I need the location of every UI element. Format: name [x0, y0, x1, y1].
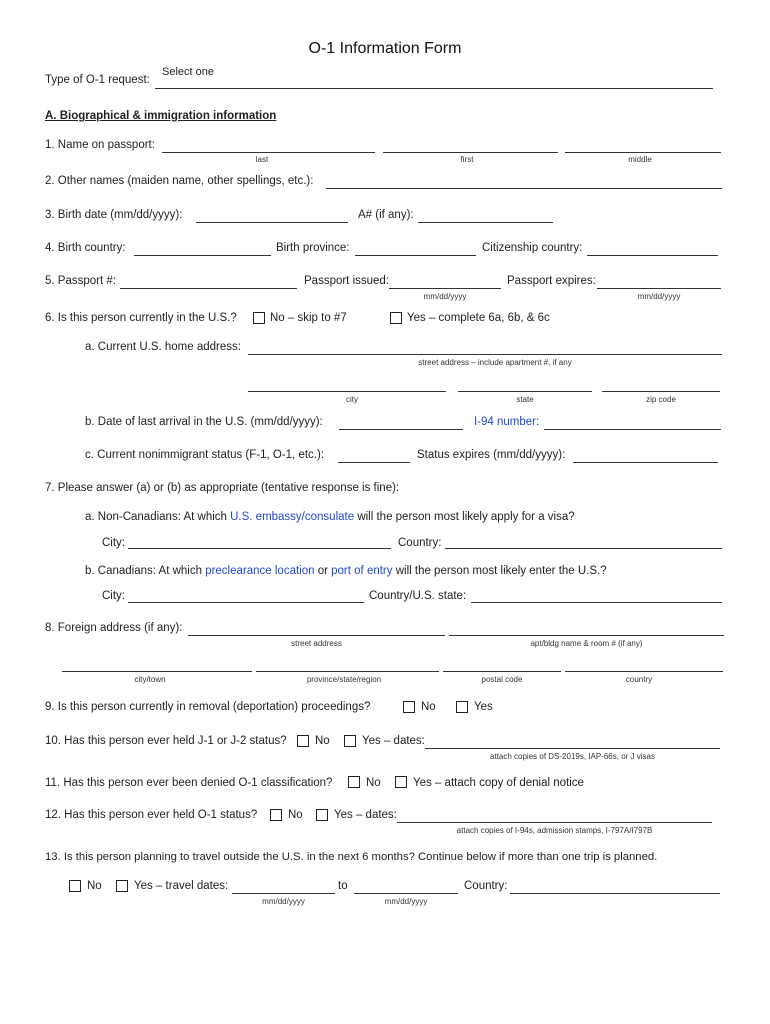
- q10-no-checkbox[interactable]: [297, 735, 309, 747]
- q10-dates-field[interactable]: [425, 748, 720, 749]
- q10-no-label: No: [315, 735, 330, 747]
- q12-label: 12. Has this person ever held O-1 status?: [45, 809, 258, 821]
- q1-first-caption: first: [460, 155, 474, 164]
- q4-citizenship-field[interactable]: [587, 255, 718, 256]
- q13-country-label: Country:: [464, 880, 508, 892]
- q5-issued-label: Passport issued:: [304, 275, 390, 287]
- q13-yes-checkbox[interactable]: [116, 880, 128, 892]
- q7a-question: [85, 511, 575, 523]
- q13-to-label: to: [338, 880, 348, 892]
- q13-end-format: mm/dd/yyyy: [384, 897, 428, 906]
- q6-yes-label: Yes – complete 6a, 6b, & 6c: [407, 312, 550, 324]
- q9-yes-label: Yes: [474, 701, 493, 713]
- q12-no-checkbox[interactable]: [270, 809, 282, 821]
- q7a-embassy-link[interactable]: U.S. embassy/consulate: [230, 511, 355, 523]
- q12-note: attach copies of I-94s, admission stamps, I-797A/I797B: [456, 826, 653, 835]
- q9-yes-checkbox[interactable]: [456, 701, 468, 713]
- q6-no-checkbox[interactable]: [253, 312, 265, 324]
- q10-note: attach copies of DS-2019s, IAP-66s, or J visas: [490, 752, 655, 761]
- q1-first-field[interactable]: [383, 152, 558, 153]
- q7a-city-label: City:: [102, 537, 125, 549]
- request-type-label: Type of O-1 request:: [45, 74, 150, 86]
- page-title: O-1 Information Form: [308, 40, 462, 57]
- q13-start-format: mm/dd/yyyy: [262, 897, 305, 906]
- q4-country-field[interactable]: [134, 255, 271, 256]
- q7b-country-field[interactable]: [471, 602, 722, 603]
- q6-label: 6. Is this person currently in the U.S.?: [45, 312, 237, 324]
- q13-no-label: No: [87, 880, 102, 892]
- q12-yes-label: Yes – dates:: [334, 809, 397, 821]
- q11-yes-checkbox[interactable]: [395, 776, 407, 788]
- q8-city-caption: city/town: [134, 675, 166, 684]
- q1-middle-caption: middle: [628, 155, 652, 164]
- q5-expires-field[interactable]: [597, 288, 721, 289]
- q7b-question: [85, 565, 607, 577]
- section-a-heading: A. Biographical & immigration information: [45, 110, 277, 122]
- q6-no-label: No – skip to #7: [270, 312, 347, 324]
- q13-yes-label: Yes – travel dates:: [134, 880, 229, 892]
- q6b-date-field[interactable]: [339, 429, 463, 430]
- q2-label: 2. Other names (maiden name, other spellings, etc.):: [45, 175, 314, 187]
- q6-yes-checkbox[interactable]: [390, 312, 402, 324]
- q8-country-field[interactable]: [565, 671, 723, 672]
- q7a-text-post: will the person most likely apply for a visa?: [354, 511, 575, 523]
- q13-country-field[interactable]: [510, 893, 720, 894]
- q12-yes-checkbox[interactable]: [316, 809, 328, 821]
- q1-last-caption: last: [255, 155, 269, 164]
- q6b-i94-link[interactable]: I-94 number:: [474, 416, 540, 428]
- q6b-label: b. Date of last arrival in the U.S. (mm/dd/yyyy):: [85, 416, 323, 428]
- q3-label: 3. Birth date (mm/dd/yyyy):: [45, 209, 183, 221]
- q13-start-date-field[interactable]: [232, 893, 335, 894]
- q7b-text-pre: b. Canadians: At which: [85, 565, 206, 577]
- q6c-expires-label: Status expires (mm/dd/yyyy):: [417, 449, 566, 461]
- q9-no-label: No: [421, 701, 436, 713]
- q6a-city-caption: city: [346, 395, 358, 404]
- q8-apt-field[interactable]: [449, 635, 724, 636]
- q6c-status-field[interactable]: [338, 462, 410, 463]
- q5-issued-field[interactable]: [389, 288, 501, 289]
- q1-label: 1. Name on passport:: [45, 139, 155, 151]
- q8-city-field[interactable]: [62, 671, 252, 672]
- q13-no-checkbox[interactable]: [69, 880, 81, 892]
- q13-end-date-field[interactable]: [354, 893, 458, 894]
- q4-province-field[interactable]: [355, 255, 476, 256]
- q7a-text-pre: a. Non-Canadians: At which: [85, 511, 231, 523]
- q3-birthdate-field[interactable]: [196, 222, 348, 223]
- q7b-country-label: Country/U.S. state:: [369, 590, 467, 602]
- q7b-preclearance-link[interactable]: preclearance location: [205, 565, 315, 577]
- q8-label: 8. Foreign address (if any):: [45, 622, 183, 634]
- request-type-line: [155, 88, 713, 89]
- q4-province-label: Birth province:: [276, 242, 350, 254]
- q1-middle-field[interactable]: [565, 152, 721, 153]
- q7a-country-label: Country:: [398, 537, 442, 549]
- q8-apt-caption: apt/bldg name & room # (if any): [530, 639, 643, 648]
- q7b-port-of-entry-link[interactable]: port of entry: [331, 565, 393, 577]
- q6a-zip-field[interactable]: [602, 391, 720, 392]
- q8-province-field[interactable]: [256, 671, 439, 672]
- q8-postal-caption: postal code: [481, 675, 523, 684]
- q10-yes-label: Yes – dates:: [362, 735, 425, 747]
- q5-label: 5. Passport #:: [45, 275, 116, 287]
- q5-expires-format: mm/dd/yyyy: [637, 292, 681, 301]
- q6a-city-field[interactable]: [248, 391, 446, 392]
- q3-a-number-label: A# (if any):: [358, 209, 414, 221]
- q10-yes-checkbox[interactable]: [344, 735, 356, 747]
- q11-no-label: No: [366, 777, 381, 789]
- q5-passport-field[interactable]: [120, 288, 297, 289]
- q7b-city-field[interactable]: [128, 602, 364, 603]
- q6a-street-field[interactable]: [248, 354, 722, 355]
- q6a-zip-caption: zip code: [646, 395, 676, 404]
- q10-label: 10. Has this person ever held J-1 or J-2 status?: [45, 735, 287, 747]
- q6a-state-field[interactable]: [458, 391, 592, 392]
- q4-label: 4. Birth country:: [45, 242, 126, 254]
- q11-label: 11. Has this person ever been denied O-1 classification?: [45, 777, 333, 789]
- q5-issued-format: mm/dd/yyyy: [423, 292, 467, 301]
- q1-last-field[interactable]: [162, 152, 375, 153]
- q12-no-label: No: [288, 809, 303, 821]
- q6a-label: a. Current U.S. home address:: [85, 341, 241, 353]
- q7a-city-field[interactable]: [128, 548, 391, 549]
- q5-expires-label: Passport expires:: [507, 275, 596, 287]
- q12-dates-field[interactable]: [397, 822, 712, 823]
- q13-label: 13. Is this person planning to travel outside the U.S. in the next 6 months? Continue below if more than one trip is planned.: [45, 851, 658, 863]
- q6c-label: c. Current nonimmigrant status (F-1, O-1, etc.):: [85, 449, 325, 461]
- q9-no-checkbox[interactable]: [403, 701, 415, 713]
- q7b-text-post: will the person most likely enter the U.S.?: [392, 565, 607, 577]
- request-type-select[interactable]: Select one: [162, 66, 214, 78]
- q7b-text-mid: or: [314, 565, 332, 577]
- q3-a-number-field[interactable]: [418, 222, 553, 223]
- q6c-expires-field[interactable]: [573, 462, 718, 463]
- q7b-city-label: City:: [102, 590, 125, 602]
- q8-province-caption: province/state/region: [306, 675, 382, 684]
- q8-country-caption: country: [625, 675, 653, 684]
- q9-label: 9. Is this person currently in removal (deportation) proceedings?: [45, 701, 371, 713]
- q4-citizenship-label: Citizenship country:: [482, 242, 583, 254]
- q6a-street-caption: street address – include apartment #, if any: [418, 358, 572, 367]
- q8-postal-field[interactable]: [443, 671, 561, 672]
- q11-yes-label: Yes – attach copy of denial notice: [413, 777, 584, 789]
- q8-street-caption: street address: [291, 639, 342, 648]
- q2-field[interactable]: [326, 188, 722, 189]
- q7a-country-field[interactable]: [445, 548, 722, 549]
- q6b-i94-field[interactable]: [544, 429, 721, 430]
- q7-label: 7. Please answer (a) or (b) as appropriate (tentative response is fine):: [45, 482, 400, 494]
- q6a-state-caption: state: [516, 395, 534, 404]
- q11-no-checkbox[interactable]: [348, 776, 360, 788]
- q8-street-field[interactable]: [188, 635, 445, 636]
